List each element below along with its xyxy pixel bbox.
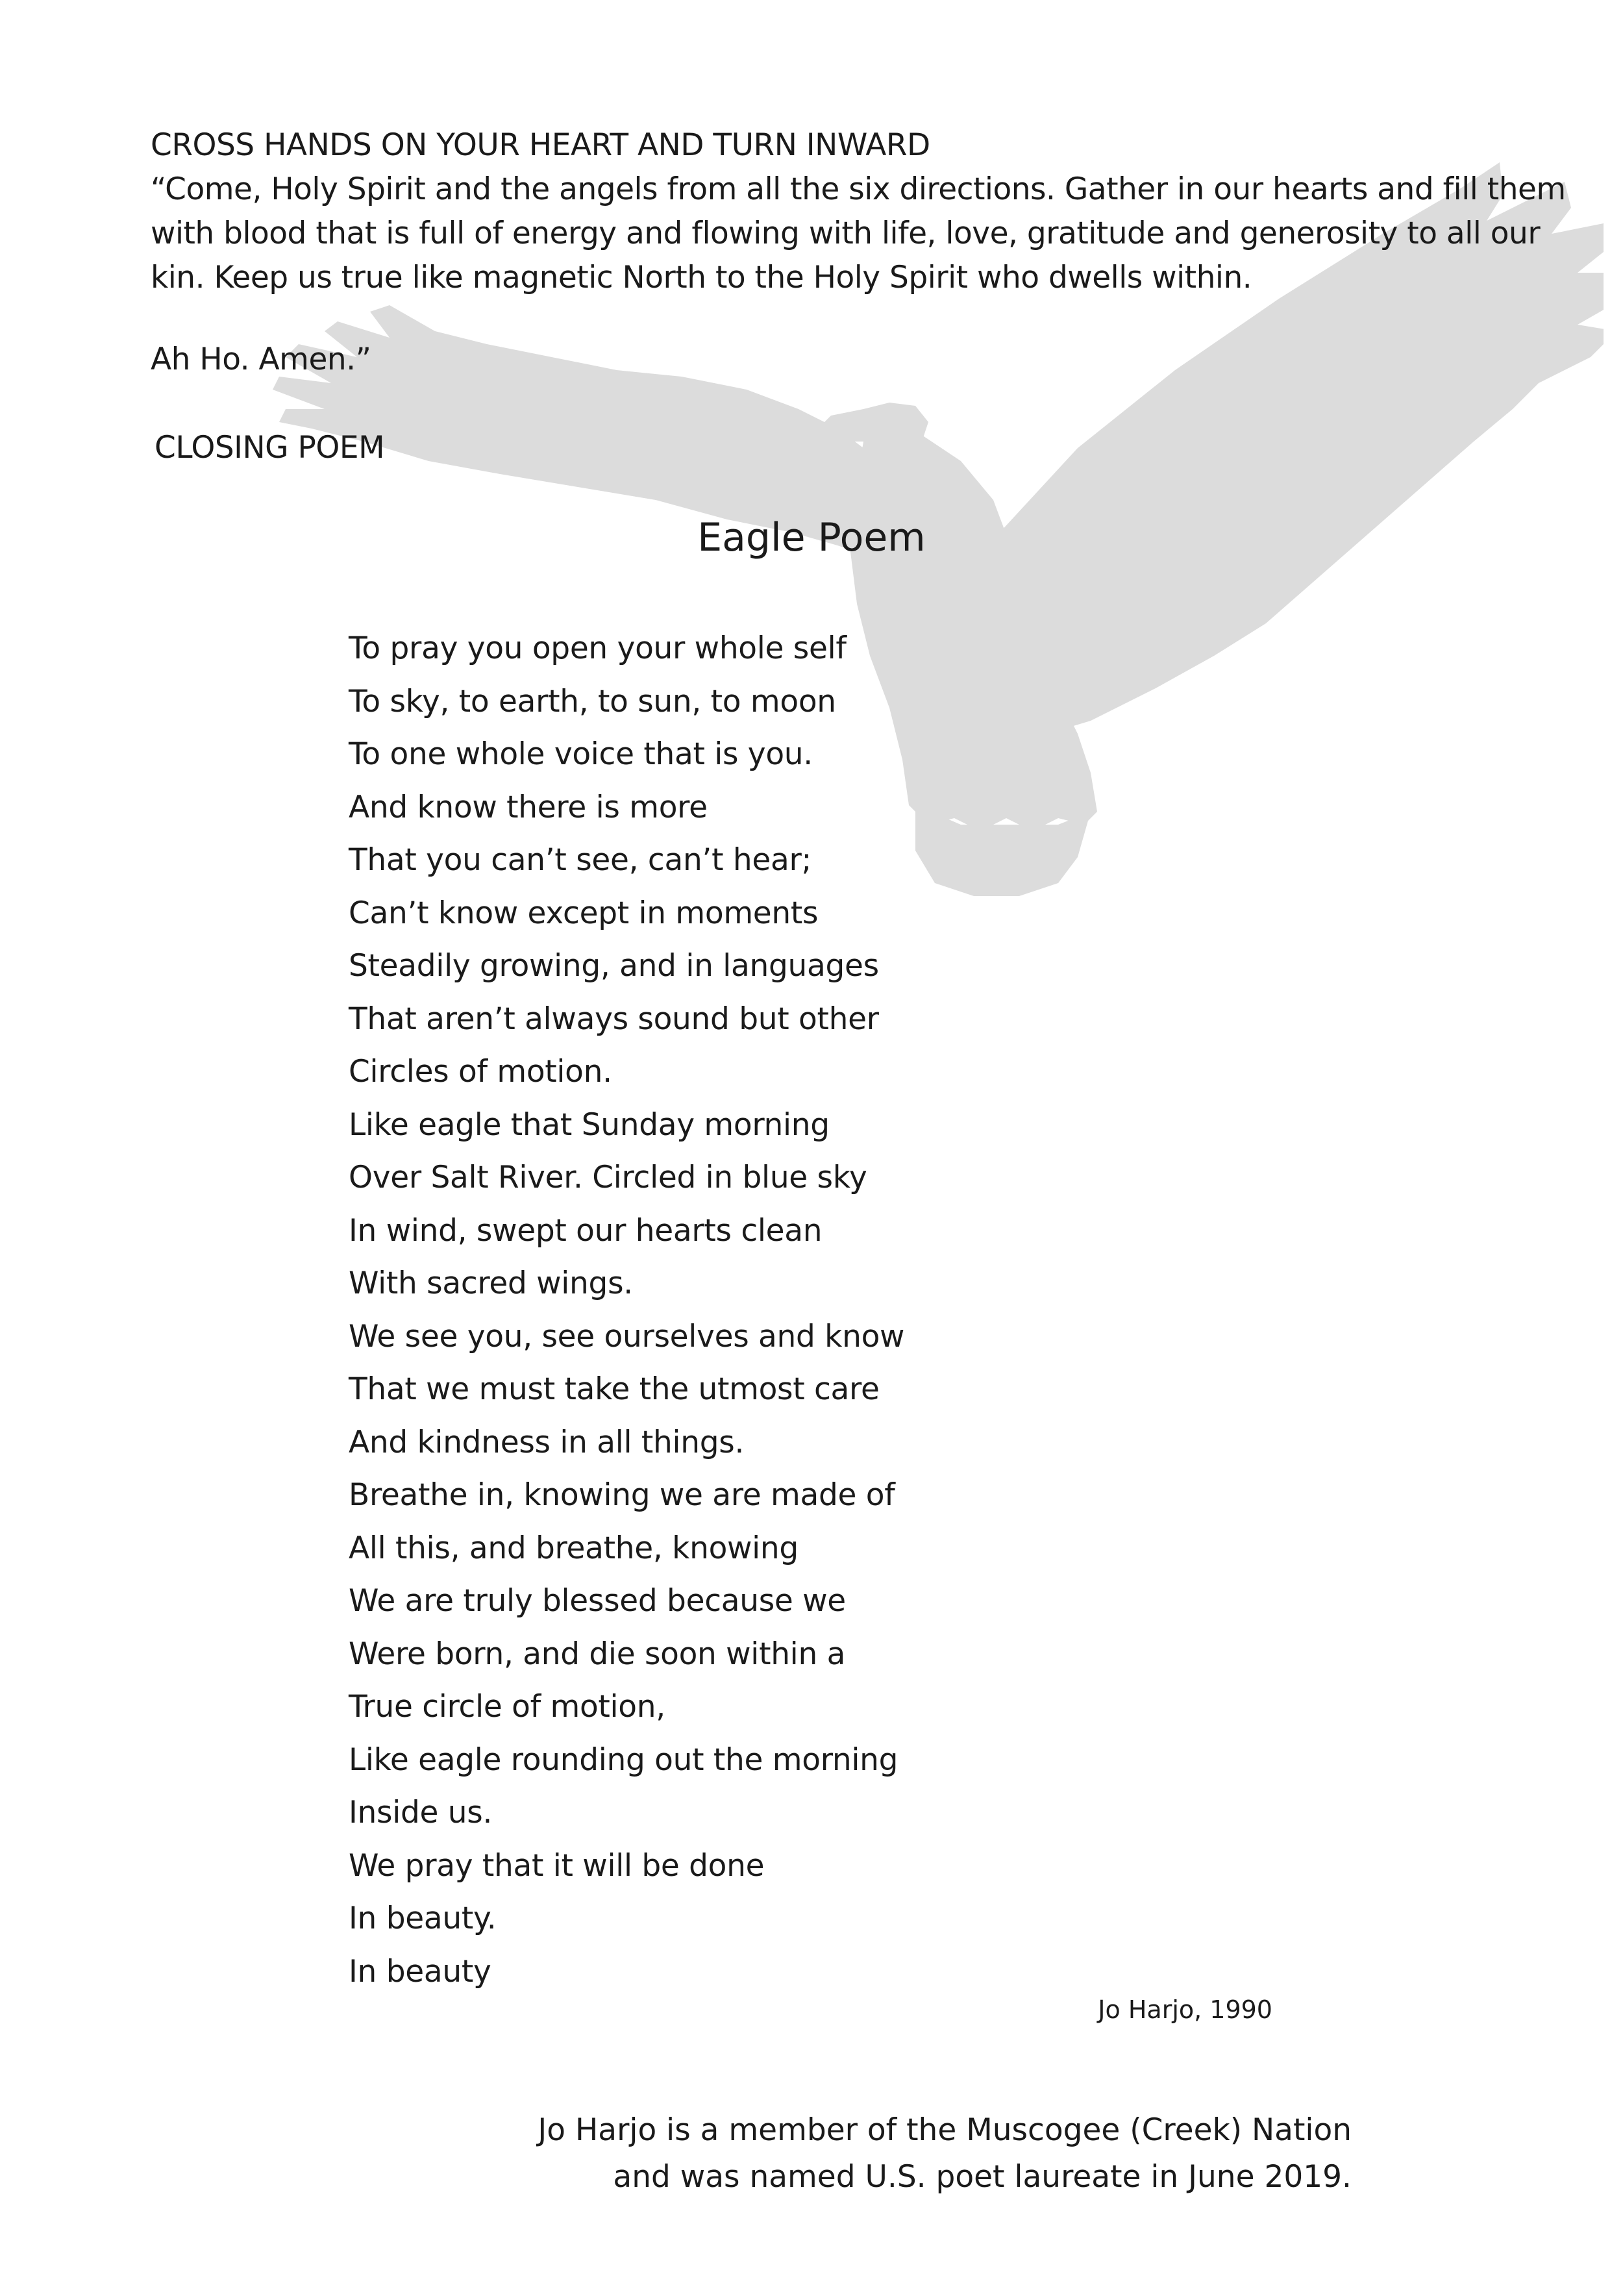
poem-line: In wind, swept our hearts clean [349, 1212, 823, 1249]
blessing-heading: CROSS HANDS ON YOUR HEART AND TURN INWARD [151, 127, 930, 163]
poem-line: Over Salt River. Circled in blue sky [349, 1160, 867, 1195]
poem-line: And know there is more [349, 789, 708, 825]
prayer-line: kin. Keep us true like magnetic North to the Holy Spirit who dwells within. [151, 260, 1252, 295]
poem-line: Breathe in, knowing we are made of [349, 1477, 895, 1513]
closing-poem-label: CLOSING POEM [155, 430, 385, 466]
poem-line: Inside us. [349, 1795, 493, 1830]
poem-line: True circle of motion, [349, 1689, 665, 1725]
poem-line: We are truly blessed because we [349, 1583, 846, 1619]
poem-line: To one whole voice that is you. [349, 736, 813, 772]
closing-words: Ah Ho. Amen.” [151, 342, 371, 377]
poem-line: Can’t know except in moments [349, 895, 819, 931]
poem-line: In beauty [349, 1953, 491, 1990]
prayer-line: “Come, Holy Spirit and the angels from all the six directions. Gather in our hearts and fill them [151, 171, 1566, 207]
poem-line: That we must take the utmost care [349, 1371, 880, 1407]
poem-line: Like eagle rounding out the morning [349, 1741, 898, 1778]
bio-line: Jo Harjo is a member of the Muscogee (Creek) Nation [538, 2112, 1352, 2148]
poem-line: Steadily growing, and in languages [349, 948, 879, 984]
poem-line: Were born, and die soon within a [349, 1636, 846, 1672]
poem-line: We see you, see ourselves and know [349, 1318, 905, 1354]
paragraph-gap [151, 300, 1579, 338]
poem-line: Circles of motion. [349, 1054, 612, 1090]
poem-line: In beauty. [349, 1901, 497, 1936]
bio-line: and was named U.S. poet laureate in June 2019. [613, 2159, 1352, 2195]
author-bio [538, 2107, 1352, 2201]
poem-title: Eagle Poem [697, 515, 926, 560]
prayer-line: with blood that is full of energy and flowing with life, love, gratitude and generosity to all our [151, 216, 1541, 251]
poem-line: All this, and breathe, knowing [349, 1530, 799, 1566]
blessing-section [151, 123, 1579, 382]
poem-line: That aren’t always sound but other [349, 1001, 879, 1037]
poem-line: Like eagle that Sunday morning [349, 1106, 830, 1143]
poem-body [349, 622, 904, 1998]
poem-attribution: Jo Harjo, 1990 [1098, 1995, 1272, 2024]
poem-line: To sky, to earth, to sun, to moon [349, 683, 836, 719]
poem-line: We pray that it will be done [349, 1847, 765, 1884]
poem-line: That you can’t see, can’t hear; [349, 842, 812, 878]
poem-line: And kindness in all things. [349, 1424, 745, 1460]
poem-line: With sacred wings. [349, 1266, 633, 1301]
poem-line: To pray you open your whole self [349, 630, 847, 666]
